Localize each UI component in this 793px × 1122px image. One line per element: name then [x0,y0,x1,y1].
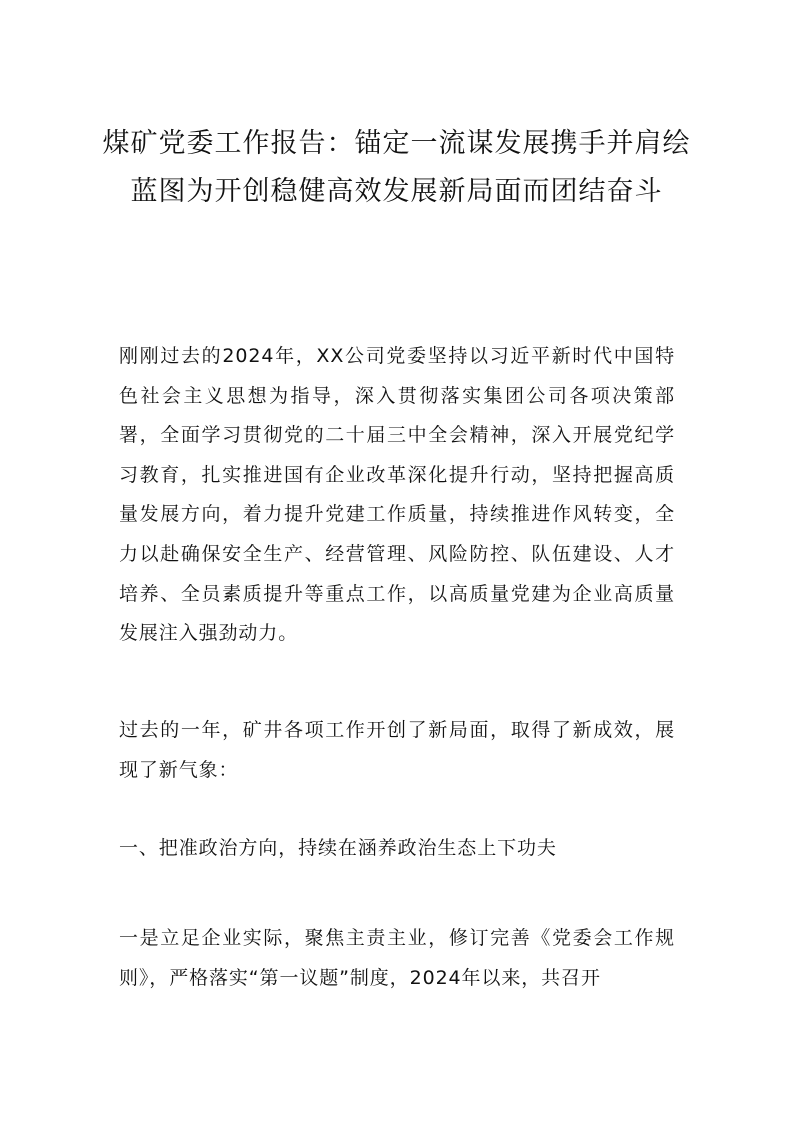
paragraph-intro: 刚刚过去的2024年，XX公司党委坚持以习近平新时代中国特色社会主义思想为指导，深入贯彻落实集团公司各项决策部署，全面学习贯彻党的二十届三中全会精神，深入开展党纪学习教育，扎实推进国有企业改革深化提升行动，坚持把握高质量发展方向，着力提升党建工作质量，持续推进作风转变，全力以赴确保安全生产、经营管理、风险防控、队伍建设、人才培养、全员素质提升等重点工作，以高质量党建为企业高质量发展注入强劲动力。 [119,345,675,645]
paragraph-summary: 过去的一年，矿井各项工作开创了新局面，取得了新成效，展现了新气象： [119,719,675,781]
paragraph-section-1: 一是立足企业实际，聚焦主责主业，修订完善《党委会工作规则》，严格落实“第一议题”制度，2024年以来，共召开 [119,927,675,989]
section-heading-1: 一、把准政治方向，持续在涵养政治生态上下功夫 [119,837,557,859]
document-title: 煤矿党委工作报告：锚定一流谋发展携手并肩绘蓝图为开创稳健高效发展新局面而团结奋斗 [102,128,691,207]
